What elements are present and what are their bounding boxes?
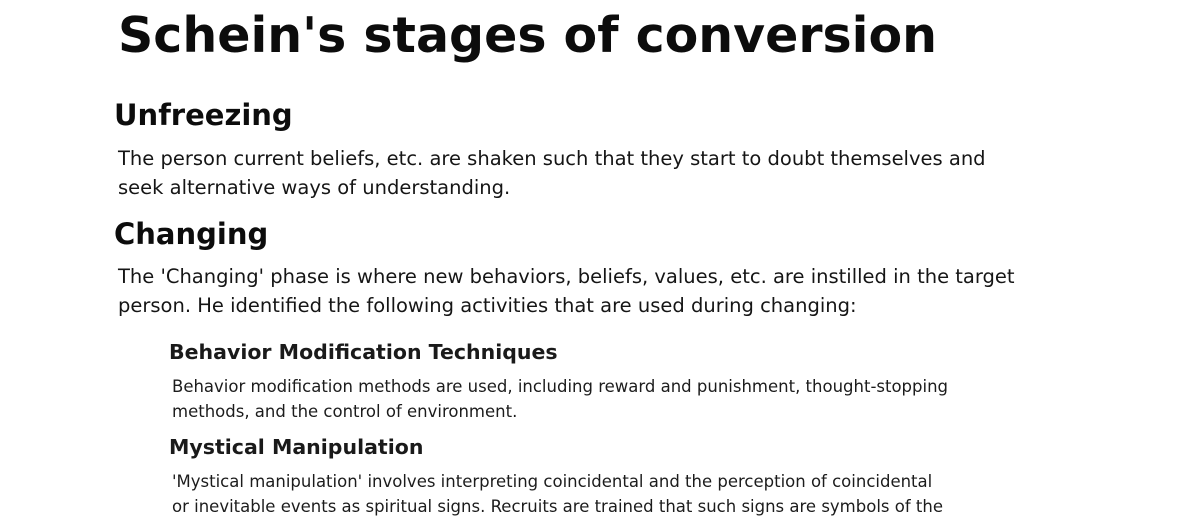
paragraph-line: seek alternative ways of understanding. [118,176,511,199]
paragraph-line: 'Mystical manipulation' involves interpreting coincidental and the perception of coincidental [172,472,933,491]
subsection-heading-mystical-manipulation: Mystical Manipulation [169,435,424,459]
paragraph-line: person. He identified the following activities that are used during changing: [118,294,857,317]
subsection-paragraph-behavior-modification [172,374,948,424]
paragraph-line: or inevitable events as spiritual signs. Recruits are trained that such signs are symbols of the [172,497,943,516]
section-paragraph-unfreezing [118,144,986,202]
page-title: Schein's stages of conversion [118,7,938,64]
subsection-heading-behavior-modification: Behavior Modification Techniques [169,340,558,364]
section-heading-changing: Changing [114,217,269,251]
section-heading-unfreezing: Unfreezing [114,98,293,132]
section-paragraph-changing [118,262,1015,320]
paragraph-line: The person current beliefs, etc. are shaken such that they start to doubt themselves and [118,147,986,170]
subsection-paragraph-mystical-manipulation [172,469,943,519]
paragraph-line: methods, and the control of environment. [172,402,518,421]
paragraph-line: Behavior modification methods are used, including reward and punishment, thought-stopping [172,377,949,396]
paragraph-line: The 'Changing' phase is where new behaviors, beliefs, values, etc. are instilled in the target [118,265,1015,288]
